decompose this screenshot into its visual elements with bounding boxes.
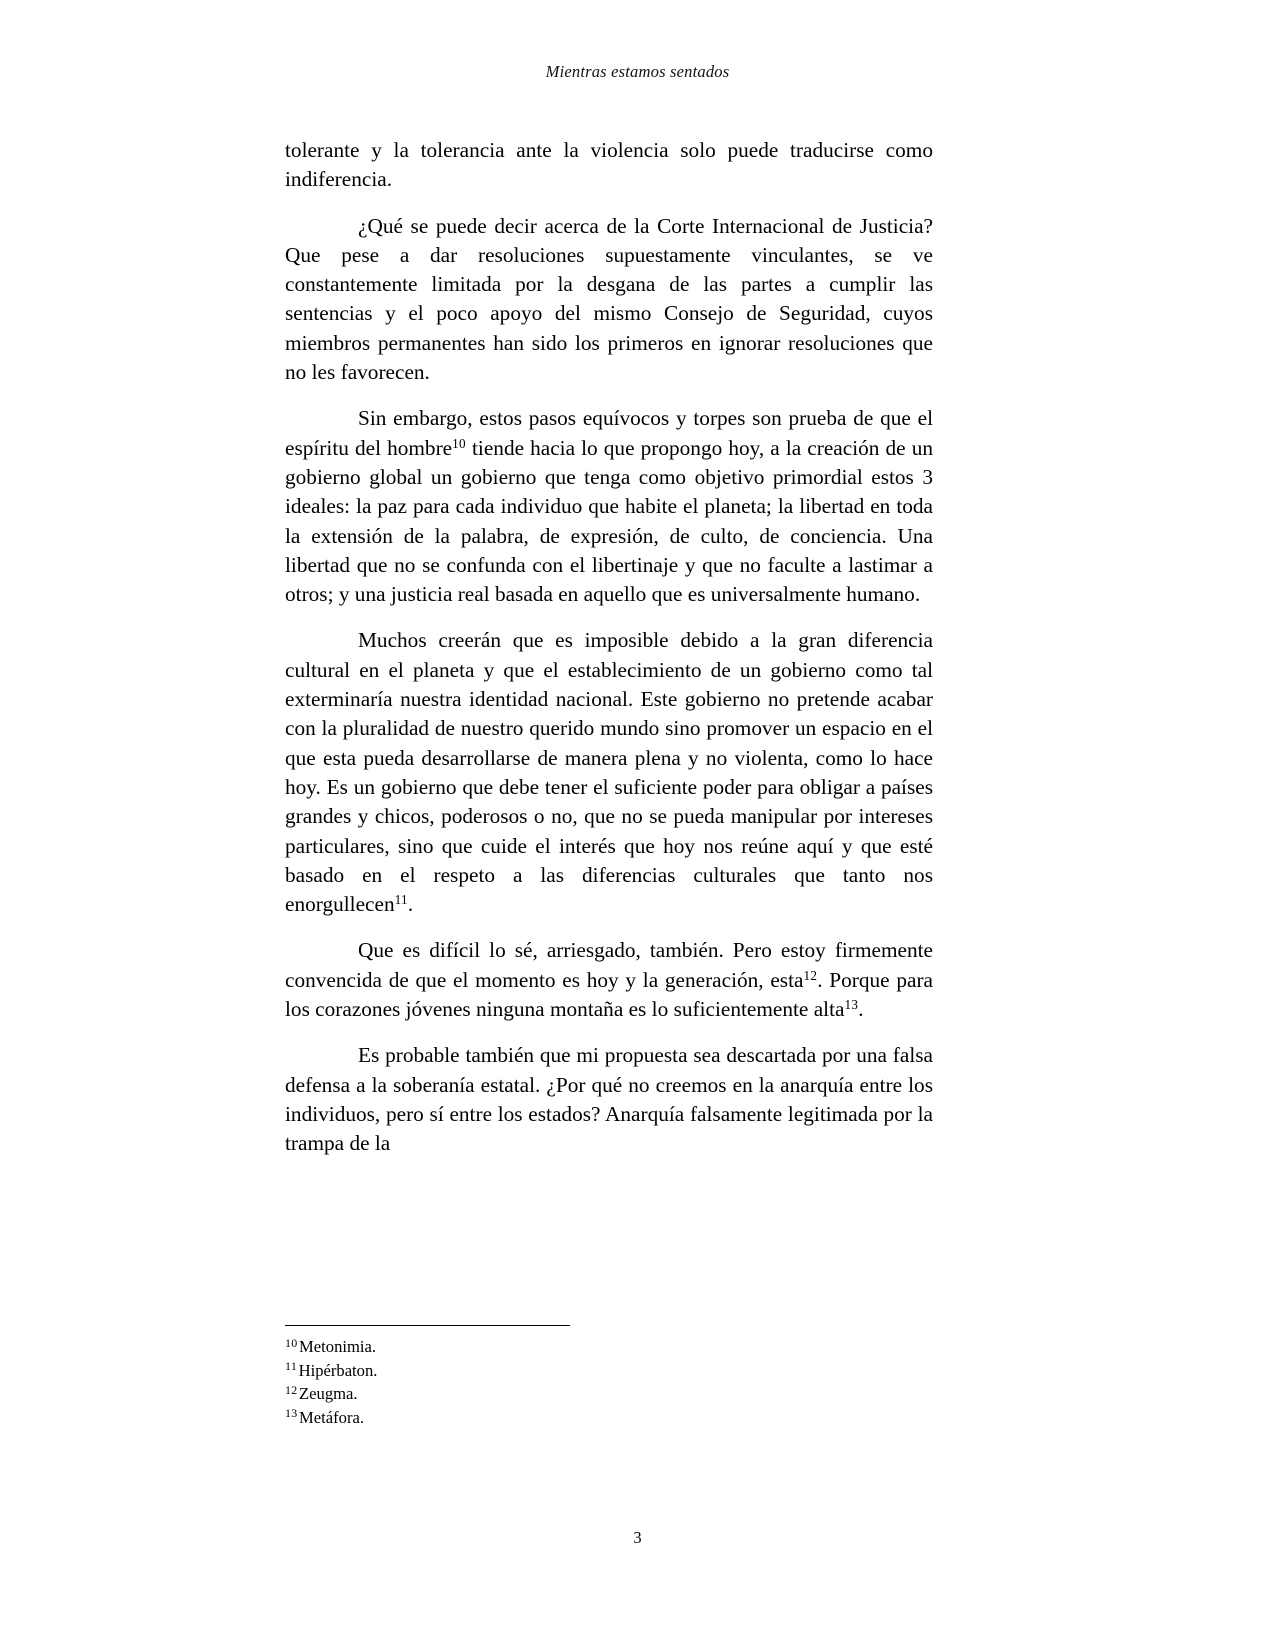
footnote-marker-13[interactable]: 13 [844,997,859,1013]
footnote-marker-12[interactable]: 12 [803,967,818,983]
running-head: Mientras estamos sentados [545,62,730,81]
paragraph-text-part: . Porque para los corazones jóvenes ninguna montaña es lo suficientemente alta [285,967,934,1022]
footnote-item [285,1359,933,1383]
paragraph-muchos-creeran [285,626,933,919]
footnote-area [285,1325,933,1429]
paragraph-es-probable: Es probable también que mi propuesta sea descartada por una falsa defensa a la soberanía estatal. ¿Por qué no creemos en la anarquía entre los individuos, pero sí entre los estados? Anarquía falsamente legitimada por la trampa de la [285,1043,933,1156]
paragraph-text-part: Que es difícil lo sé, arriesgado, también. Pero estoy firmemente convencida de que el momento es hoy y la generación, esta [285,938,933,992]
footnote-number: 12 [285,1382,298,1397]
page-number: 3 [633,1528,642,1547]
footnote-item [285,1406,933,1430]
footnote-item [285,1335,933,1359]
footnote-item [285,1382,933,1406]
paragraph-text-part: . [858,997,864,1022]
paragraph-continued: tolerante y la tolerancia ante la violencia solo puede traducirse como indiferencia. [285,138,933,192]
footnote-text: Hipérbaton. [298,1360,378,1380]
footnote-text: Zeugma. [299,1384,358,1403]
footnote-separator-rule [285,1325,570,1326]
footnote-marker-11[interactable]: 11 [394,892,408,908]
paragraph-text-part: Muchos creerán que es imposible debido a la gran diferencia cultural en el planeta y que el establecimiento de un gobierno como tal exterminaría nuestra identidad nacional. Este gobierno no pretende acabar con la pluralidad de nuestro querido mundo sino promover un espacio en el que esta pueda desarrollarse de manera plena y no violenta, como lo hace hoy. Es un gobierno que debe tener el suficiente poder para obligar a países grandes y chicos, poderosos o no, que no se pueda manipular por intereses particulares, sino que cuide el interés que hoy nos reúne aquí y que esté basado en el respeto a las diferencias culturales que tanto nos enorgullecen [285,628,933,917]
paragraph-que-es-dificil [285,936,933,1024]
paragraph-sin-embargo [285,404,933,609]
paragraph-text-part: tiende hacia lo que propongo hoy, a la creación de un gobierno global un gobierno que tenga como objetivo primordial estos 3 ideales: la paz para cada individuo que habite el planeta; la libertad en toda la extensión de la palabra, de expresión, de culto, de conciencia. Una libertad que no se confunda con el libertinaje y que no faculte a lastimar a otros; y una justicia real basada en aquello que es universalmente humano. [285,435,933,607]
body-text-column [285,136,933,1159]
paragraph-text-part: Sin embargo, estos pasos equívocos y torpes son prueba de que el espíritu del hombre [285,406,933,460]
footnote-text: Metáfora. [299,1407,365,1427]
paragraph-corte-internacional: ¿Qué se puede decir acerca de la Corte Internacional de Justicia? Que pese a dar resoluciones supuestamente vinculantes, se ve constantemente limitada por la desgana de las partes a cumplir las sentencias y el poco apoyo del mismo Consejo de Seguridad, cuyos miembros permanentes han sido los primeros en ignorar resoluciones que no les favorecen. [285,213,933,385]
footnote-marker-10[interactable]: 10 [452,435,466,451]
paragraph-text-part: . [407,892,414,917]
footnote-number: 13 [285,1406,298,1421]
footnote-number: 10 [285,1335,298,1350]
footnote-text: Metonimia. [299,1337,377,1356]
footnote-number: 11 [285,1359,298,1374]
